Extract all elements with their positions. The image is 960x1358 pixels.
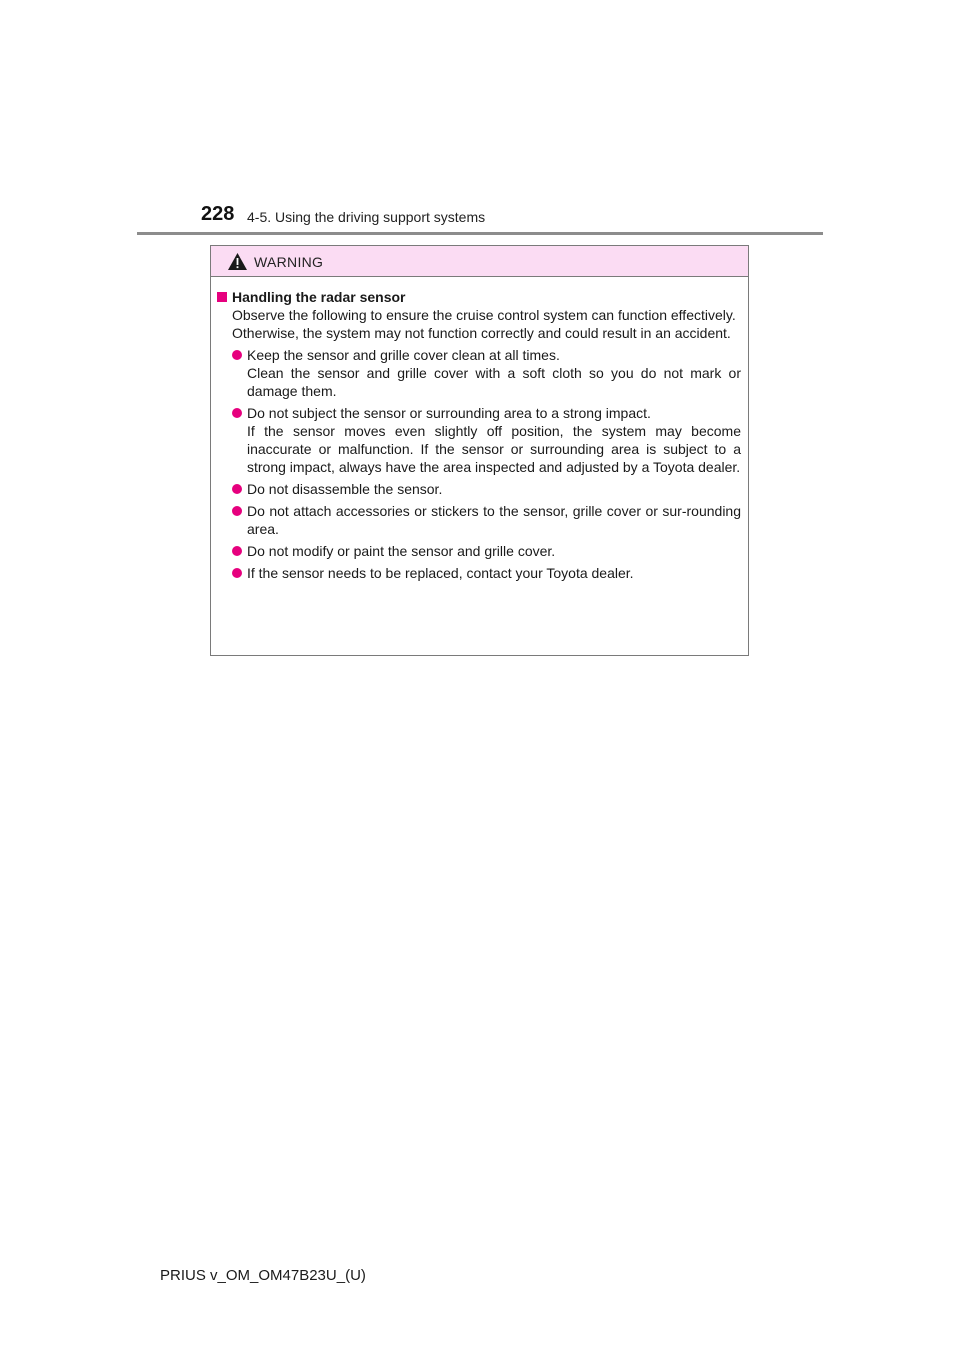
list-item <box>215 480 741 498</box>
list-item-text: Keep the sensor and grille cover clean at all times. <box>247 347 560 363</box>
list-item-text: Do not disassemble the sensor. <box>247 481 443 497</box>
circle-bullet-icon <box>232 350 242 360</box>
warning-body <box>211 277 748 582</box>
page-number: 228 <box>201 203 235 225</box>
list-item-text: Do not attach accessories or stickers to the sensor, grille cover or sur-rounding area. <box>247 503 741 537</box>
warning-subhead <box>215 288 741 306</box>
list-item <box>215 564 741 582</box>
warning-list <box>215 346 741 582</box>
intro-paragraph: Observe the following to ensure the cruise control system can function effectively. <box>232 307 736 323</box>
warning-box <box>210 245 749 656</box>
circle-bullet-icon <box>232 506 242 516</box>
page-header <box>0 0 960 240</box>
header-divider <box>137 232 823 235</box>
document-id: PRIUS v_OM_OM47B23U_(U) <box>160 1267 366 1284</box>
warning-label: WARNING <box>254 254 324 270</box>
list-item-text: If the sensor needs to be replaced, contact your Toyota dealer. <box>247 565 634 581</box>
warning-triangle-icon <box>227 252 248 271</box>
circle-bullet-icon <box>232 546 242 556</box>
warning-header <box>211 246 748 277</box>
list-item <box>215 404 741 476</box>
list-item-text: If the sensor moves even slightly off position, the system may become inaccurate or malfunction. If the sensor or surrounding area is subject to a strong impact, always have the area inspected and adjusted by a Toyota dealer. <box>247 423 741 475</box>
circle-bullet-icon <box>232 408 242 418</box>
list-item <box>215 346 741 400</box>
circle-bullet-icon <box>232 484 242 494</box>
circle-bullet-icon <box>232 568 242 578</box>
list-item-text: Do not modify or paint the sensor and grille cover. <box>247 543 556 559</box>
section-title: 4-5. Using the driving support systems <box>247 209 486 225</box>
list-item <box>215 542 741 560</box>
square-bullet-icon <box>217 292 227 302</box>
list-item-text: Clean the sensor and grille cover with a soft cloth so you do not mark or damage them. <box>247 365 741 399</box>
intro-paragraph: Otherwise, the system may not function correctly and could result in an accident. <box>232 325 731 341</box>
list-item-text: Do not subject the sensor or surrounding area to a strong impact. <box>247 405 651 421</box>
list-item <box>215 502 741 538</box>
subhead-text: Handling the radar sensor <box>232 289 406 305</box>
